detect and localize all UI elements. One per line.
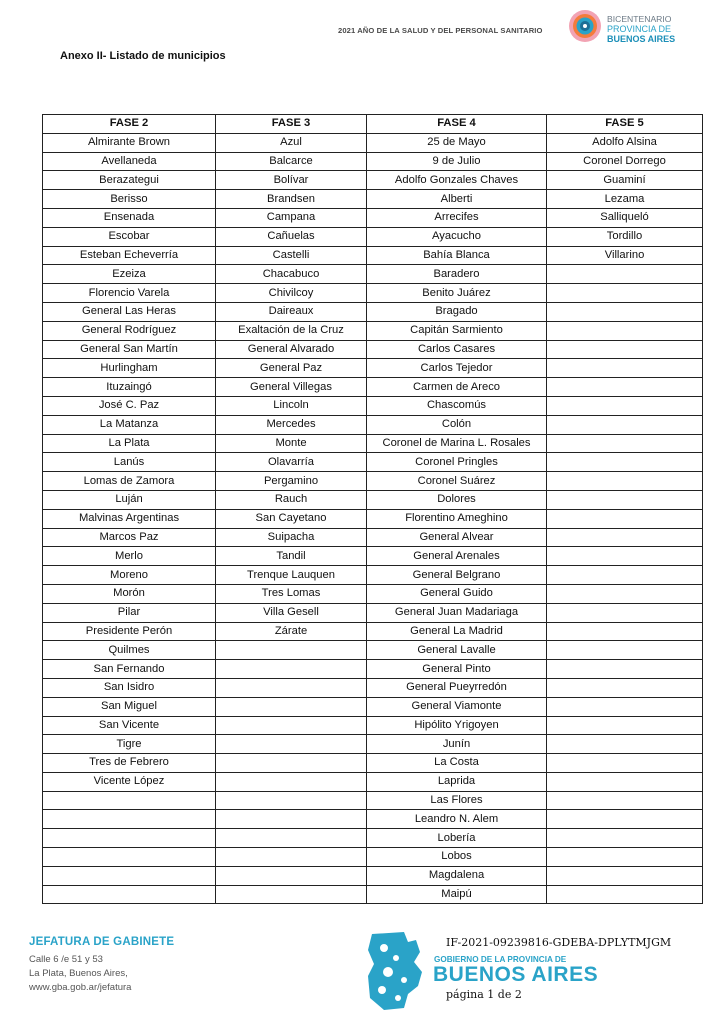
table-cell-fase-4: Lobos: [367, 848, 547, 867]
table-cell-fase-4: Coronel Suárez: [367, 472, 547, 491]
table-row: [43, 603, 703, 622]
table-row: [43, 490, 703, 509]
table-cell-fase-2: Merlo: [43, 547, 216, 566]
table-row: [43, 697, 703, 716]
table-cell-fase-2: Tigre: [43, 735, 216, 754]
table-row: [43, 246, 703, 265]
table-cell-fase-5: [547, 810, 703, 829]
table-cell-fase-2: [43, 866, 216, 885]
table-cell-fase-3: Tres Lomas: [216, 584, 367, 603]
table-cell-fase-3: Exaltación de la Cruz: [216, 321, 367, 340]
table-cell-fase-5: [547, 584, 703, 603]
table-row: [43, 772, 703, 791]
footer-address: [29, 953, 131, 995]
table-cell-fase-5: [547, 472, 703, 491]
table-cell-fase-5: Guaminí: [547, 171, 703, 190]
table-cell-fase-2: Pilar: [43, 603, 216, 622]
table-cell-fase-3: Chacabuco: [216, 265, 367, 284]
table-cell-fase-4: Capitán Sarmiento: [367, 321, 547, 340]
table-cell-fase-2: Hurlingham: [43, 359, 216, 378]
table-cell-fase-2: Moreno: [43, 566, 216, 585]
table-cell-fase-5: [547, 678, 703, 697]
table-cell-fase-4: Ayacucho: [367, 227, 547, 246]
document-id: IF-2021-09239816-GDEBA-DPLYTMJGM: [446, 936, 672, 949]
table-cell-fase-2: Florencio Varela: [43, 284, 216, 303]
table-cell-fase-5: Salliqueló: [547, 208, 703, 227]
table-cell-fase-3: Azul: [216, 133, 367, 152]
table-cell-fase-3: [216, 791, 367, 810]
table-cell-fase-2: San Isidro: [43, 678, 216, 697]
table-row: [43, 660, 703, 679]
municipalities-table: [42, 114, 703, 904]
table-row: [43, 641, 703, 660]
table-cell-fase-2: Ezeiza: [43, 265, 216, 284]
table-cell-fase-2: Morón: [43, 584, 216, 603]
table-cell-fase-4: Arrecifes: [367, 208, 547, 227]
table-row: [43, 528, 703, 547]
table-row: [43, 716, 703, 735]
table-row: [43, 829, 703, 848]
table-cell-fase-4: General Alvear: [367, 528, 547, 547]
table-row: [43, 359, 703, 378]
table-row: [43, 284, 703, 303]
table-cell-fase-3: General Villegas: [216, 378, 367, 397]
table-cell-fase-4: Baradero: [367, 265, 547, 284]
table-cell-fase-2: Malvinas Argentinas: [43, 509, 216, 528]
table-cell-fase-4: Junín: [367, 735, 547, 754]
table-cell-fase-2: Escobar: [43, 227, 216, 246]
table-header-row: [43, 115, 703, 134]
table-cell-fase-2: Presidente Perón: [43, 622, 216, 641]
gov-logo-line1: GOBIERNO DE LA PROVINCIA DE: [434, 955, 567, 964]
table-cell-fase-3: Daireaux: [216, 302, 367, 321]
table-cell-fase-2: San Vicente: [43, 716, 216, 735]
table-cell-fase-4: Lobería: [367, 829, 547, 848]
table-cell-fase-4: Carlos Casares: [367, 340, 547, 359]
table-row: [43, 584, 703, 603]
table-cell-fase-3: [216, 885, 367, 904]
table-cell-fase-2: Luján: [43, 490, 216, 509]
column-header-fase-2: FASE 2: [43, 115, 216, 134]
table-cell-fase-2: Quilmes: [43, 641, 216, 660]
table-cell-fase-3: [216, 641, 367, 660]
table-cell-fase-3: Olavarría: [216, 453, 367, 472]
table-cell-fase-4: Magdalena: [367, 866, 547, 885]
table-row: [43, 735, 703, 754]
table-cell-fase-2: [43, 791, 216, 810]
table-cell-fase-4: General Belgrano: [367, 566, 547, 585]
table-cell-fase-4: General Lavalle: [367, 641, 547, 660]
table-cell-fase-2: San Fernando: [43, 660, 216, 679]
table-cell-fase-3: Trenque Lauquen: [216, 566, 367, 585]
table-cell-fase-4: 25 de Mayo: [367, 133, 547, 152]
table-cell-fase-5: [547, 641, 703, 660]
table-cell-fase-4: General Juan Madariaga: [367, 603, 547, 622]
table-cell-fase-5: [547, 528, 703, 547]
page-number: página 1 de 2: [446, 988, 522, 1001]
table-cell-fase-2: Lomas de Zamora: [43, 472, 216, 491]
table-cell-fase-3: Tandil: [216, 547, 367, 566]
footer-address-line2: La Plata, Buenos Aires,: [29, 968, 128, 979]
table-cell-fase-5: [547, 302, 703, 321]
table-cell-fase-3: [216, 660, 367, 679]
table-cell-fase-3: San Cayetano: [216, 509, 367, 528]
bicentenario-bottom-text: BUENOS AIRES: [607, 34, 676, 44]
table-cell-fase-4: Leandro N. Alem: [367, 810, 547, 829]
footer-address-line1: Calle 6 /e 51 y 53: [29, 954, 103, 965]
table-cell-fase-5: [547, 321, 703, 340]
table-cell-fase-4: General Pueyrredón: [367, 678, 547, 697]
table-cell-fase-5: [547, 547, 703, 566]
bicentenario-logo-text: [607, 14, 675, 44]
table-row: [43, 190, 703, 209]
table-cell-fase-3: [216, 866, 367, 885]
annex-title: Anexo II- Listado de municipios: [60, 50, 226, 62]
table-cell-fase-4: General Arenales: [367, 547, 547, 566]
table-cell-fase-5: Lezama: [547, 190, 703, 209]
table-cell-fase-5: [547, 866, 703, 885]
table-cell-fase-5: [547, 603, 703, 622]
table-cell-fase-4: Benito Juárez: [367, 284, 547, 303]
table-cell-fase-3: Rauch: [216, 490, 367, 509]
table-cell-fase-4: General Viamonte: [367, 697, 547, 716]
table-cell-fase-5: [547, 660, 703, 679]
table-row: [43, 791, 703, 810]
footer-website: www.gba.gob.ar/jefatura: [29, 982, 132, 993]
table-row: [43, 152, 703, 171]
table-cell-fase-3: [216, 716, 367, 735]
table-row: [43, 302, 703, 321]
table-cell-fase-5: Coronel Dorrego: [547, 152, 703, 171]
table-cell-fase-5: Adolfo Alsina: [547, 133, 703, 152]
table-cell-fase-3: Suipacha: [216, 528, 367, 547]
table-row: [43, 434, 703, 453]
table-cell-fase-2: José C. Paz: [43, 396, 216, 415]
table-cell-fase-3: [216, 829, 367, 848]
table-row: [43, 848, 703, 867]
table-cell-fase-2: Vicente López: [43, 772, 216, 791]
table-row: [43, 509, 703, 528]
table-row: [43, 754, 703, 773]
column-header-fase-5: FASE 5: [547, 115, 703, 134]
table-cell-fase-5: [547, 848, 703, 867]
table-row: [43, 265, 703, 284]
table-cell-fase-5: [547, 697, 703, 716]
table-row: [43, 566, 703, 585]
table-cell-fase-5: [547, 434, 703, 453]
table-cell-fase-4: Carmen de Areco: [367, 378, 547, 397]
table-cell-fase-2: Almirante Brown: [43, 133, 216, 152]
table-cell-fase-3: Campana: [216, 208, 367, 227]
table-cell-fase-3: [216, 678, 367, 697]
table-row: [43, 227, 703, 246]
table-row: [43, 453, 703, 472]
table-cell-fase-2: La Plata: [43, 434, 216, 453]
table-cell-fase-5: [547, 622, 703, 641]
table-cell-fase-4: Coronel de Marina L. Rosales: [367, 434, 547, 453]
table-cell-fase-4: La Costa: [367, 754, 547, 773]
table-cell-fase-4: 9 de Julio: [367, 152, 547, 171]
table-cell-fase-2: Avellaneda: [43, 152, 216, 171]
table-cell-fase-4: Laprida: [367, 772, 547, 791]
table-cell-fase-3: Bolívar: [216, 171, 367, 190]
bicentenario-mid-text: PROVINCIA DE: [607, 24, 672, 34]
table-cell-fase-5: [547, 772, 703, 791]
table-row: [43, 547, 703, 566]
table-cell-fase-4: Alberti: [367, 190, 547, 209]
table-cell-fase-5: [547, 566, 703, 585]
table-cell-fase-3: Mercedes: [216, 415, 367, 434]
table-cell-fase-2: [43, 848, 216, 867]
table-row: [43, 885, 703, 904]
table-cell-fase-5: [547, 359, 703, 378]
table-row: [43, 133, 703, 152]
table-cell-fase-4: General Guido: [367, 584, 547, 603]
table-cell-fase-4: General Pinto: [367, 660, 547, 679]
table-cell-fase-2: Lanús: [43, 453, 216, 472]
table-cell-fase-3: [216, 810, 367, 829]
table-cell-fase-5: [547, 509, 703, 528]
table-cell-fase-4: Coronel Pringles: [367, 453, 547, 472]
table-cell-fase-4: Adolfo Gonzales Chaves: [367, 171, 547, 190]
table-cell-fase-4: Bragado: [367, 302, 547, 321]
table-row: [43, 810, 703, 829]
table-cell-fase-2: Ensenada: [43, 208, 216, 227]
table-row: [43, 321, 703, 340]
table-cell-fase-2: Ituzaingó: [43, 378, 216, 397]
table-cell-fase-5: [547, 490, 703, 509]
table-cell-fase-5: [547, 378, 703, 397]
table-cell-fase-3: General Alvarado: [216, 340, 367, 359]
table-cell-fase-4: General La Madrid: [367, 622, 547, 641]
table-cell-fase-5: [547, 265, 703, 284]
table-cell-fase-3: Pergamino: [216, 472, 367, 491]
table-cell-fase-2: San Miguel: [43, 697, 216, 716]
table-cell-fase-3: Castelli: [216, 246, 367, 265]
table-cell-fase-3: General Paz: [216, 359, 367, 378]
table-cell-fase-5: [547, 829, 703, 848]
table-cell-fase-4: Bahía Blanca: [367, 246, 547, 265]
table-cell-fase-3: [216, 772, 367, 791]
table-cell-fase-3: Lincoln: [216, 396, 367, 415]
bicentenario-flower-icon: [567, 8, 603, 44]
table-row: [43, 866, 703, 885]
table-cell-fase-2: Berazategui: [43, 171, 216, 190]
table-cell-fase-3: Balcarce: [216, 152, 367, 171]
table-cell-fase-5: Villarino: [547, 246, 703, 265]
table-cell-fase-3: Chivilcoy: [216, 284, 367, 303]
table-cell-fase-2: General San Martín: [43, 340, 216, 359]
table-cell-fase-2: General Rodríguez: [43, 321, 216, 340]
table-cell-fase-3: [216, 848, 367, 867]
table-cell-fase-5: [547, 284, 703, 303]
table-cell-fase-4: Hipólito Yrigoyen: [367, 716, 547, 735]
table-cell-fase-4: Chascomús: [367, 396, 547, 415]
table-cell-fase-2: Esteban Echeverría: [43, 246, 216, 265]
table-cell-fase-5: [547, 754, 703, 773]
table-row: [43, 208, 703, 227]
table-cell-fase-2: [43, 829, 216, 848]
table-cell-fase-5: [547, 885, 703, 904]
table-cell-fase-4: Las Flores: [367, 791, 547, 810]
table-cell-fase-3: [216, 697, 367, 716]
table-row: [43, 678, 703, 697]
table-cell-fase-2: [43, 810, 216, 829]
table-row: [43, 415, 703, 434]
table-cell-fase-2: General Las Heras: [43, 302, 216, 321]
table-cell-fase-4: Maipú: [367, 885, 547, 904]
table-row: [43, 622, 703, 641]
table-cell-fase-4: Colón: [367, 415, 547, 434]
table-cell-fase-3: Brandsen: [216, 190, 367, 209]
table-cell-fase-5: [547, 453, 703, 472]
table-cell-fase-3: [216, 735, 367, 754]
table-cell-fase-4: Florentino Ameghino: [367, 509, 547, 528]
table-cell-fase-5: [547, 716, 703, 735]
table-cell-fase-2: Marcos Paz: [43, 528, 216, 547]
header-motto: 2021 AÑO DE LA SALUD Y DEL PERSONAL SANITARIO: [338, 26, 543, 35]
table-cell-fase-2: [43, 885, 216, 904]
table-cell-fase-4: Carlos Tejedor: [367, 359, 547, 378]
table-cell-fase-5: [547, 735, 703, 754]
table-body: [43, 133, 703, 904]
table-cell-fase-2: La Matanza: [43, 415, 216, 434]
table-cell-fase-3: [216, 754, 367, 773]
bicentenario-top-text: BICENTENARIO: [607, 14, 672, 24]
table-row: [43, 472, 703, 491]
table-row: [43, 396, 703, 415]
table-row: [43, 171, 703, 190]
province-map-icon: [364, 928, 428, 1012]
table-row: [43, 378, 703, 397]
footer-org-name: JEFATURA DE GABINETE: [29, 936, 175, 948]
table-cell-fase-3: Cañuelas: [216, 227, 367, 246]
table-cell-fase-2: Berisso: [43, 190, 216, 209]
table-cell-fase-5: [547, 415, 703, 434]
table-cell-fase-5: Tordillo: [547, 227, 703, 246]
column-header-fase-4: FASE 4: [367, 115, 547, 134]
table-cell-fase-2: Tres de Febrero: [43, 754, 216, 773]
table-cell-fase-5: [547, 791, 703, 810]
table-cell-fase-5: [547, 396, 703, 415]
column-header-fase-3: FASE 3: [216, 115, 367, 134]
table-row: [43, 340, 703, 359]
table-cell-fase-5: [547, 340, 703, 359]
table-cell-fase-3: Villa Gesell: [216, 603, 367, 622]
table-cell-fase-3: Zárate: [216, 622, 367, 641]
table-cell-fase-4: Dolores: [367, 490, 547, 509]
table-cell-fase-3: Monte: [216, 434, 367, 453]
gov-logo-line2: BUENOS AIRES: [433, 963, 599, 986]
